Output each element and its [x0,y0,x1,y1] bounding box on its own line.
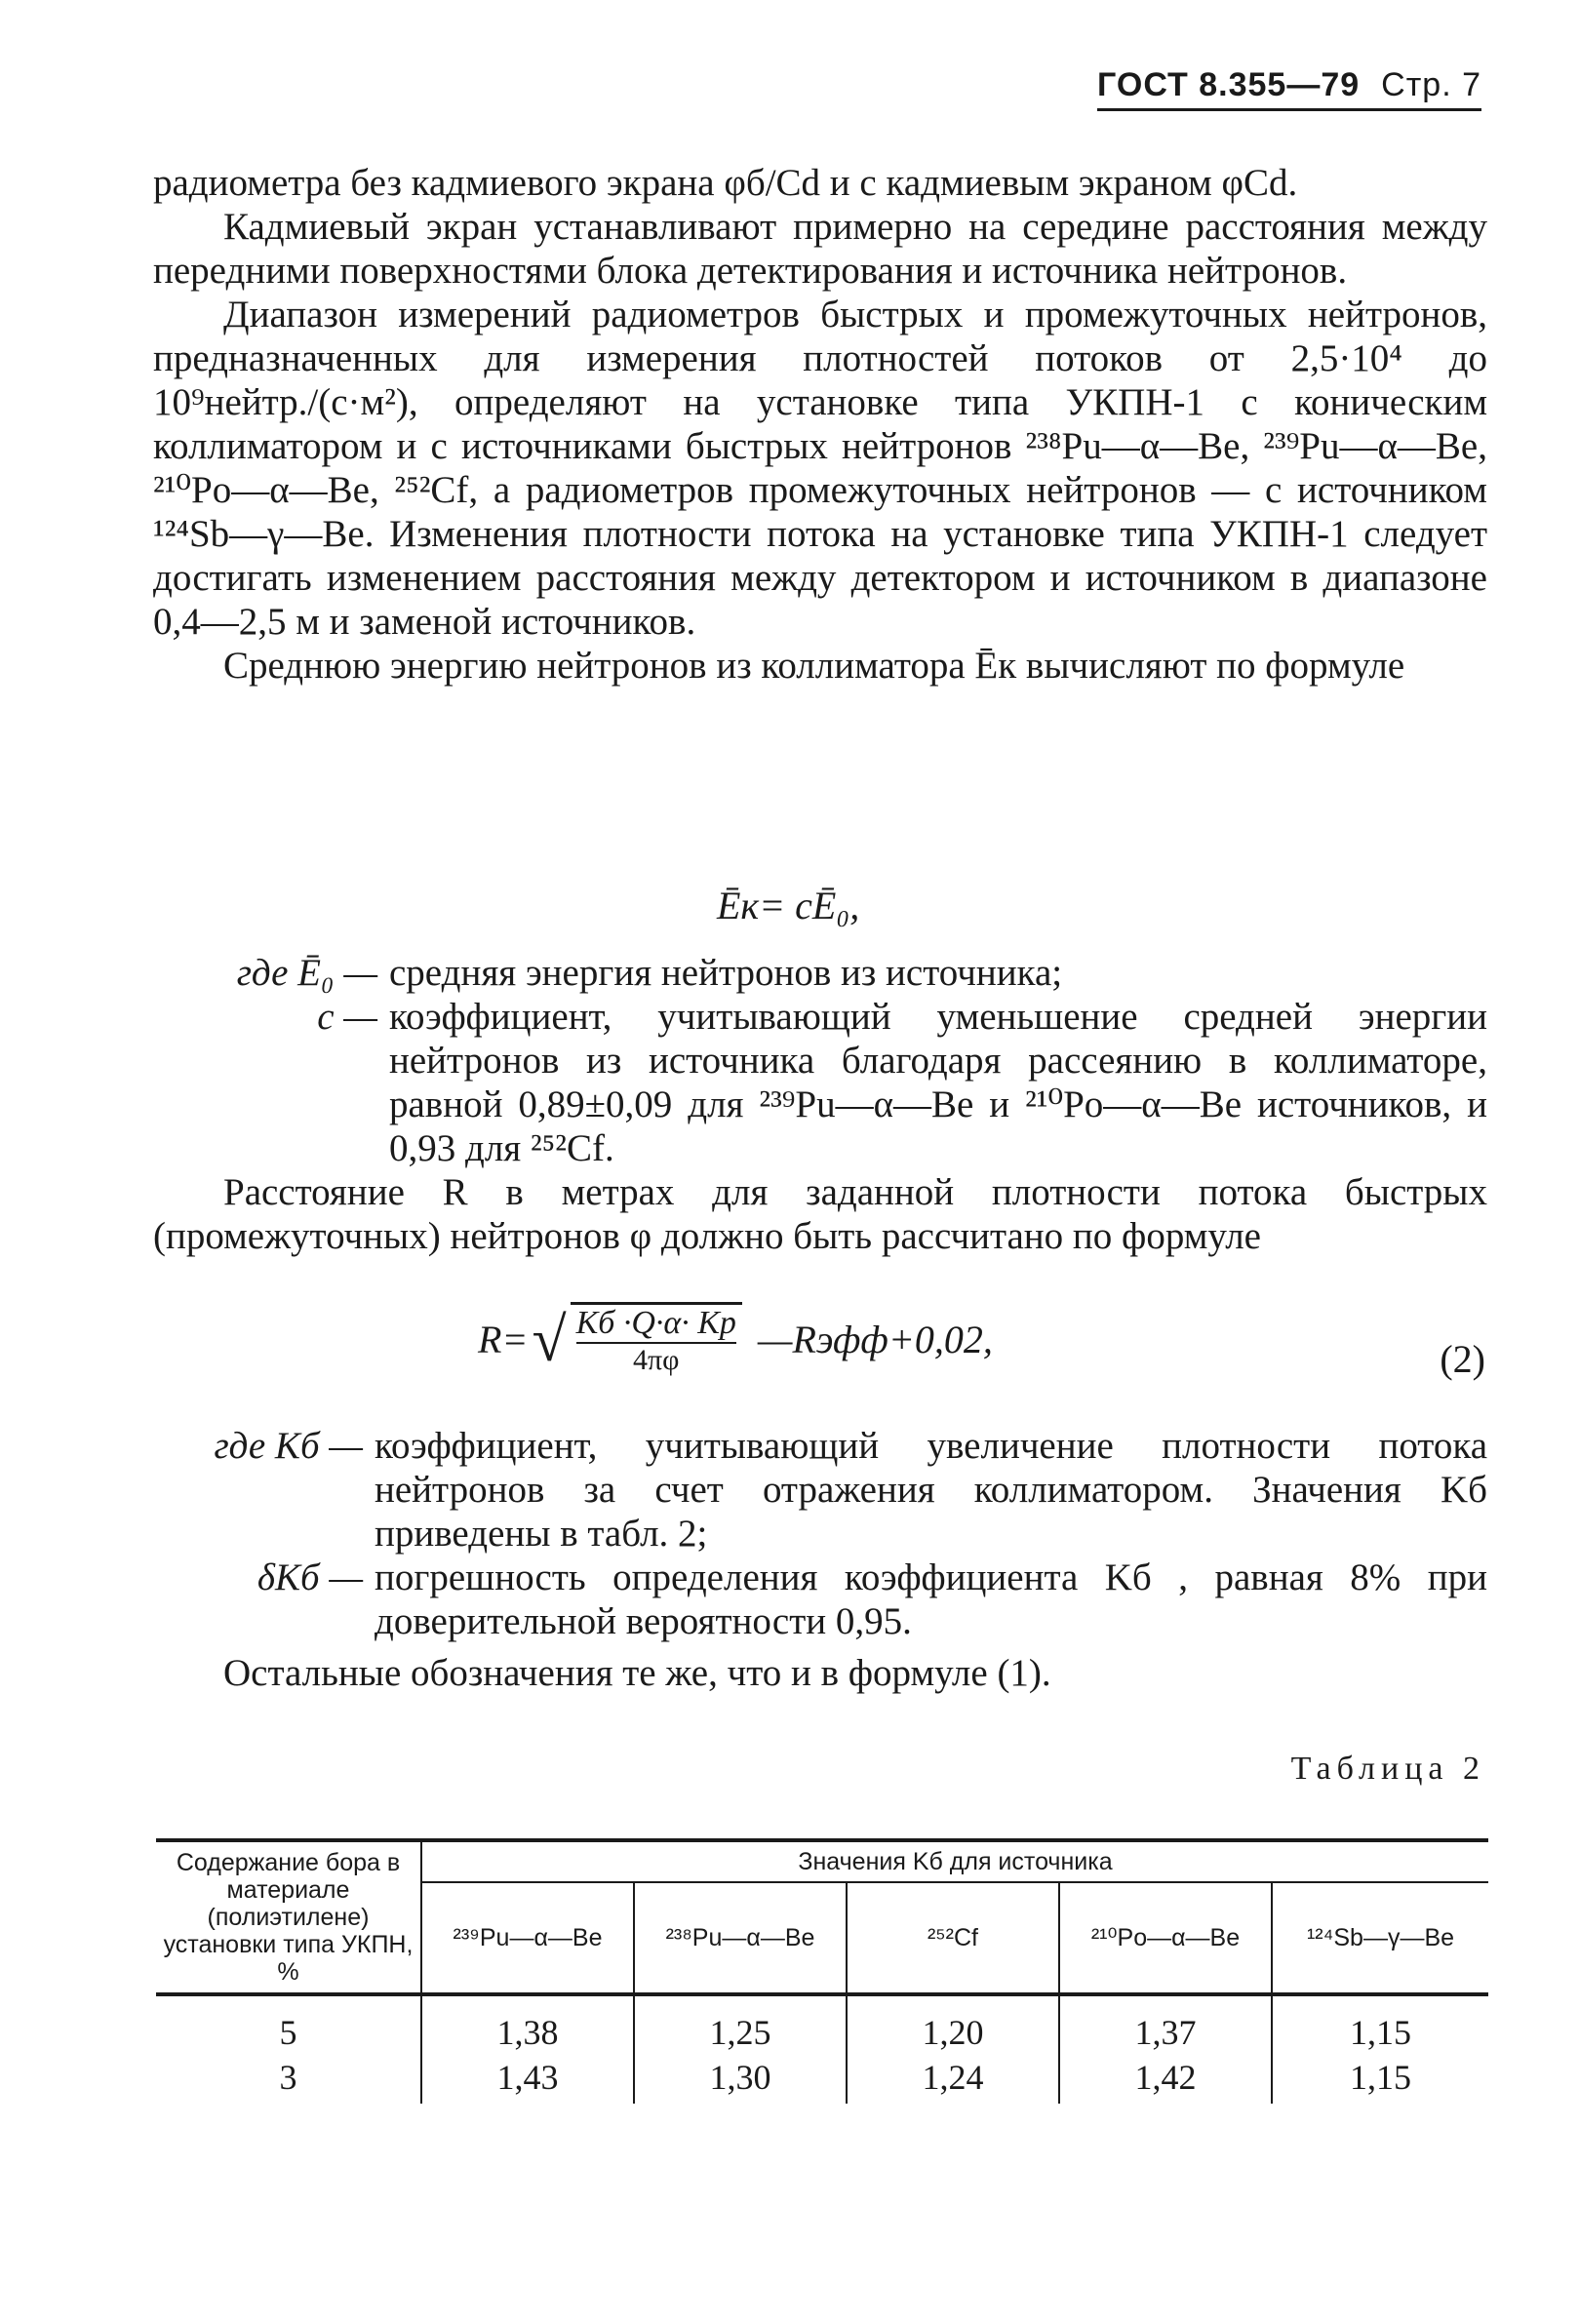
table-cell: 5 [156,1994,421,2059]
column-header: ²³⁹Pu—α—Be [421,1882,634,1994]
definition-row [153,951,1487,995]
formula-tail: —Rэфф+0,02, [757,1318,993,1361]
definition-row [153,1424,1487,1556]
table-cell: 1,15 [1350,2013,1411,2052]
table-cell: 1,38 [421,1994,634,2059]
definition-symbol: c — [317,996,377,1038]
definition-row [153,995,1487,1170]
table-cell: 1,15 [1350,2058,1411,2097]
group-header: Значения Kб для источника [421,1840,1488,1882]
formula-distance [478,1302,993,1377]
standard-code: ГОСТ 8.355—79 [1097,66,1361,103]
column-header: ²⁵²Cf [847,1882,1059,1994]
paragraph-3: Диапазон измерений радиометров быстрых и промежуточных нейтронов, предназначенных для измерения плотностей потоков от 2,5·10⁴ до 10⁹нейтр./(с·м²), определяют на установке типа УКПН-1 с коническим коллиматором и с источниками быстрых нейтронов ²³⁸Pu—α—Be, ²³⁹Pu—α—Be, ²¹⁰Po—α—Be, ²⁵²Cf, а радиометров промежуточных нейтронов — с источником ¹²⁴Sb—γ—Be. Изменения плотности потока на установке типа УКПН-1 следует достигать изменением расстояния между детектором и источником в диапазоне 0,4—2,5 м и заменой источников. [153,294,1487,643]
table-cell: 1,42 [1059,2059,1272,2104]
formula-fraction [571,1302,742,1377]
paragraph-1: радиометра без кадмиевого экрана φб/Cd и с кадмиевым экраном φCd. [153,162,1298,204]
table-cell: 1,30 [634,2059,847,2104]
body-text-top [153,161,1487,688]
paragraph-2: Кадмиевый экран устанавливают примерно на середине расстояния между передними поверхностями блока детектирования и источника нейтронов. [153,206,1487,292]
definitions-2 [153,1424,1487,1643]
table-cell: 1,24 [847,2059,1059,2104]
definition-symbol: δKб — [257,1556,363,1598]
page-number: Стр. 7 [1381,66,1481,103]
formula-numerator: Kб ·Q·α· Kр [576,1305,736,1344]
equation-number: (2) [1440,1337,1485,1381]
formula-mean-energy: Ēк= cĒ₀, [717,884,860,927]
page-header [1097,66,1481,111]
definition-text: погрешность определения коэффициента Kб , равная 8% при доверительной вероятности 0,95. [375,1556,1487,1642]
body-text-mid [153,1170,1487,1258]
definition-symbol: где Ē₀ — [236,952,377,994]
table-cell: 3 [156,2059,421,2104]
table-cell: 1,37 [1059,1994,1272,2059]
definition-row [153,1556,1487,1643]
definitions-1 [153,951,1487,1170]
sqrt-icon: √ [532,1304,567,1374]
row-header: Содержание бора в материале (полиэтилене) установки типа УКПН, % [156,1840,421,1994]
table-caption: Таблица 2 [1290,1751,1485,1787]
paragraph-6: Остальные обозначения те же, что и в формуле (1). [223,1652,1051,1694]
formula-denominator: 4πφ [633,1344,680,1376]
column-header: ²³⁸Pu—α—Be [634,1882,847,1994]
table-cell: 1,20 [847,1994,1059,2059]
column-header: ²¹⁰Po—α—Be [1059,1882,1272,1994]
definition-text: средняя энергия нейтронов из источника; [389,952,1063,994]
table-cell: 1,25 [634,1994,847,2059]
body-text-bottom [153,1651,1487,1695]
table-cell: 1,43 [421,2059,634,2104]
column-header: ¹²⁴Sb—γ—Be [1272,1882,1488,1994]
definition-text: коэффициент, учитывающий уменьшение средней энергии нейтронов из источника благодаря рассеянию в коллиматоре, равной 0,89±0,09 для ²³⁹Pu—α—Be и ²¹⁰Po—α—Be источников, и 0,93 для ²⁵²Cf. [389,996,1487,1169]
data-table [156,1838,1488,2104]
definition-text: коэффициент, учитывающий увеличение плотности потока нейтронов за счет отражения коллиматором. Значения Kб приведены в табл. 2; [375,1425,1487,1555]
definition-symbol: где Kб — [214,1425,363,1467]
paragraph-4: Среднюю энергию нейтронов из коллиматора Ēк вычисляют по формуле [223,645,1405,687]
table-row [156,2059,1488,2104]
formula-lhs: R= [478,1318,529,1361]
table-row [156,1994,1488,2059]
paragraph-5: Расстояние R в метрах для заданной плотности потока быстрых (промежуточных) нейтронов φ должно быть рассчитано по формуле [153,1171,1487,1257]
